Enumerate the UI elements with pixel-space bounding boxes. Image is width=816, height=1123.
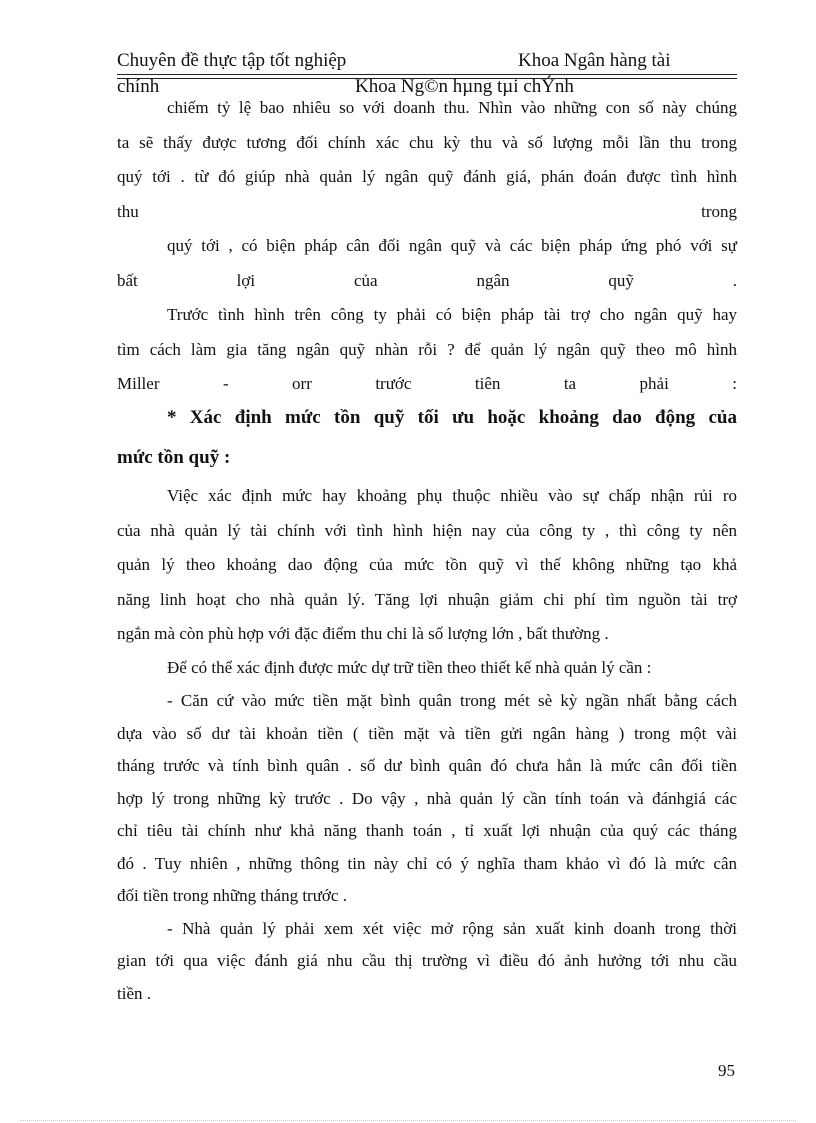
text-line: thu trong	[117, 202, 737, 221]
header-left-continuation: chính	[117, 76, 160, 97]
text-line: chiếm tỷ lệ bao nhiêu so với doanh thu. Nhìn vào những con số này chúng	[167, 98, 737, 117]
header-right-title: Khoa Ngân hàng tài	[518, 50, 671, 71]
text-line: hợp lý trong những kỳ trước . Do vậy , nhà quản lý cần tính toán và đánhgiá các	[117, 789, 737, 808]
text-line: - Nhà quản lý phải xem xét việc mở rộng sản xuất kinh doanh trong thời	[167, 919, 737, 938]
text-line: tìm cách làm gia tăng ngân quỹ nhàn rỗi ? để quản lý ngân quỹ theo mô hình	[117, 340, 737, 359]
footer-divider	[20, 1120, 796, 1121]
text-line: quý tới . từ đó giúp nhà quản lý ngân quỹ đánh giá, phán đoán được tình hình	[117, 167, 737, 186]
text-line: Trước tình hình trên công ty phải có biện pháp tài trợ cho ngân quỹ hay	[167, 305, 737, 324]
text-line: tiền .	[117, 984, 151, 1003]
text-line: Miller - orr trước tiên ta phải :	[117, 374, 737, 393]
text-line: chỉ tiêu tài chính như khả năng thanh toán , tỉ xuất lợi nhuận của quý các tháng	[117, 821, 737, 840]
text-line: dựa vào số dư tài khoản tiền ( tiền mặt và tiền gửi ngân hàng ) trong một vài	[117, 724, 737, 743]
text-line: Việc xác định mức hay khoảng phụ thuộc nhiều vào sự chấp nhận rủi ro	[167, 486, 737, 505]
text-line: Để có thể xác định được mức dự trữ tiền theo thiết kế nhà quản lý cần :	[167, 658, 652, 677]
section-heading: * Xác định mức tồn quỹ tối ưu hoặc khoảng dao động của	[167, 407, 737, 428]
text-line: quản lý theo khoảng dao động của mức tồn quỹ vì thế không những tạo khả	[117, 555, 737, 574]
section-heading-continuation: mức tồn quỹ :	[117, 447, 231, 468]
text-line: quý tới , có biện pháp cân đối ngân quỹ và các biện pháp ứng phó với sự	[167, 236, 737, 255]
text-line: bất lợi của ngân quỹ .	[117, 271, 737, 290]
page-number: 95	[718, 1061, 735, 1080]
header-rule-top	[117, 74, 737, 75]
text-line: của nhà quản lý tài chính với tình hình hiện nay của công ty , thì công ty nên	[117, 521, 737, 540]
text-line: - Căn cứ vào mức tiền mặt bình quân trong mét sè kỳ ngần nhất bằng cách	[167, 691, 737, 710]
text-line: đó . Tuy nhiên , những thông tin này chỉ có ý nghĩa tham khảo vì đó là mức cân	[117, 854, 737, 873]
header-overlay-text: Khoa Ng©n hµng tµi chÝnh	[355, 76, 574, 97]
text-line: đối tiền trong những tháng trước .	[117, 886, 347, 905]
text-line: năng linh hoạt cho nhà quản lý. Tăng lợi nhuận giảm chi phí tìm nguồn tài trợ	[117, 590, 737, 609]
text-line: tháng trước và tính bình quân . số dư bình quân đó chưa hẳn là mức cân đối tiền	[117, 756, 737, 775]
header-left-title: Chuyên đề thực tập tốt nghiệp	[117, 50, 347, 71]
text-line: gian tới qua việc đánh giá nhu cầu thị trường vì điều đó ảnh hưởng tới nhu cầu	[117, 951, 737, 970]
text-line: ngắn mà còn phù hợp với đặc điểm thu chi là số lượng lớn , bất thường .	[117, 624, 609, 643]
text-line: ta sẽ thấy được tương đối chính xác chu kỳ thu và số lượng mỗi lần thu trong	[117, 133, 737, 152]
